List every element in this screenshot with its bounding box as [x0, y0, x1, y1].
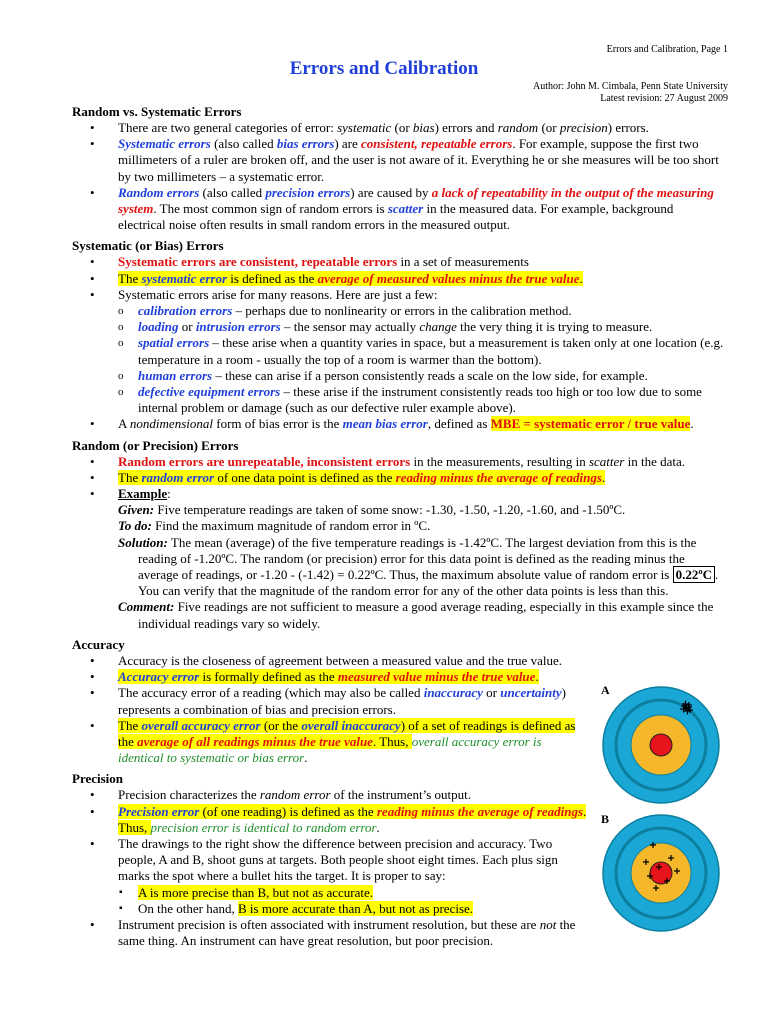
- figure-label-b: B: [601, 812, 610, 826]
- sub-list-item: o spatial errors – these arise when a quantity varies in space, but a measurement is taken only at one location (e.g. temperature in a room - usually the top of a room is warmer than the bottom).: [72, 335, 724, 367]
- sub-list-item: o calibration errors – perhaps due to nonlinearity or errors in the calibration method.: [72, 303, 724, 319]
- author-line: Author: John M. Cimbala, Penn State University: [533, 81, 728, 92]
- list-item: • The systematic error is defined as the average of measured values minus the true value.: [72, 271, 724, 287]
- section-heading-accuracy: Accuracy: [72, 636, 125, 652]
- example-solution: Solution: The mean (average) of the five temperature readings is -1.42ºC. The largest deviation from this is the reading of -1.20ºC. The random (or precision) error for this data point is defined as the reading minus the average of readings, or -1.20 - (-1.42) = 0.22ºC. Thus, the maximum absolute value of random error is 0.22ºC . You can verify that the magnitude of the random error for any of the other data points is less than this.: [118, 534, 719, 599]
- boxed-answer: 0.22ºC: [673, 566, 715, 583]
- target-a-figure: [596, 680, 726, 810]
- figure-label-a: A: [601, 683, 610, 697]
- page-title: Errors and Calibration: [289, 58, 479, 79]
- section-heading-random: Random (or Precision) Errors: [72, 437, 239, 453]
- section-heading-systematic: Systematic (or Bias) Errors: [72, 238, 224, 254]
- list-item: • Random errors (also called precision errors) are caused by a lack of repeatability in the output of the measuring system. The most common sign of random errors is scatter in the measured data. For example, background electrical noise often results in small random errors in the measured output.: [72, 185, 724, 234]
- sub-list-item: o defective equipment errors – these arise if the instrument consistently reads too high or too low due to some internal problem or damage (such as our defective ruler example above).: [72, 384, 724, 416]
- section-heading-random-vs-systematic: Random vs. Systematic Errors: [72, 104, 242, 119]
- list-item: • The random error of one data point is defined as the reading minus the average of readings.: [72, 470, 724, 486]
- list-item: • Precision error (of one reading) is defined as the reading minus the average of readings. Thus, precision error is identical to random error.: [72, 804, 588, 836]
- list-item: • Accuracy error is formally defined as the measured value minus the true value.: [72, 669, 588, 685]
- sub-list-item: o human errors – these can arise if a person consistently reads a scale on the low side, for example.: [72, 368, 724, 384]
- list-item: • Accuracy is the closeness of agreement between a measured value and the true value.: [72, 653, 724, 669]
- section-list: [72, 120, 724, 233]
- target-b-figure: [596, 808, 726, 938]
- example-todo: To do: Find the maximum magnitude of random error in ºC.: [118, 518, 431, 534]
- list-item: • Systematic errors arise for many reasons. Here are just a few:: [72, 287, 724, 303]
- list-item: • There are two general categories of error: systematic (or bias) errors and random (or precision) errors.: [72, 120, 724, 136]
- list-item: • Systematic errors are consistent, repeatable errors in a set of measurements: [72, 254, 724, 270]
- section-heading-precision: Precision: [72, 771, 124, 787]
- revision-line: Latest revision: 27 August 2009: [600, 93, 728, 104]
- example-comment: Comment: Five readings are not sufficient to measure a good average reading, especially in this example since the individual readings vary so widely.: [118, 599, 714, 631]
- list-item: • The accuracy error of a reading (which may also be called inaccuracy or uncertainty) represents a combination of bias and precision errors.: [72, 685, 588, 717]
- sub-list-item: o loading or intrusion errors – the sensor may actually change the very thing it is trying to measure.: [72, 319, 724, 335]
- target-bullseye: [650, 734, 672, 756]
- sub-list-item: ▪ On the other hand, B is more accurate than A, but not as precise.: [72, 901, 724, 917]
- author-block: [533, 81, 728, 105]
- sub-list-item: ▪ A is more precise than B, but not as accurate.: [72, 885, 724, 901]
- section-list: [72, 254, 724, 432]
- list-item: • The overall accuracy error (or the overall inaccuracy) of a set of readings is defined as the average of all readings minus the true value. Thus, overall accuracy error is identical to systematic or bias error.: [72, 718, 588, 767]
- list-item: • Precision characterizes the random error of the instrument’s output.: [72, 787, 588, 803]
- example-given: Given: Five temperature readings are taken of some snow: -1.30, -1.50, -1.20, -1.60, and -1.50ºC.: [118, 502, 626, 518]
- list-item: • Random errors are unrepeatable, inconsistent errors in the measurements, resulting in scatter in the data.: [72, 454, 724, 470]
- list-item: • The drawings to the right show the difference between precision and accuracy. Two people, A and B, shoot guns at targets. Both people shoot eight times. Each plus sign marks the spot where a bullet hits the target. It is proper to say:: [72, 836, 588, 885]
- list-item: • Example:: [72, 486, 724, 502]
- list-item: • A nondimensional form of bias error is the mean bias error, defined as MBE = systematic error / true value.: [72, 416, 724, 432]
- list-item: • Instrument precision is often associated with instrument resolution, but these are not the same thing. An instrument can have great resolution, but poor precision.: [72, 917, 588, 949]
- list-item: • Systematic errors (also called bias errors) are consistent, repeatable errors. For example, suppose the first two millimeters of a ruler are broken off, and the user is not aware of it. Everything he or she measures will be too short by two millimeters – a systematic error.: [72, 136, 724, 185]
- section-list: [72, 454, 724, 503]
- page-label: Errors and Calibration, Page 1: [606, 44, 728, 55]
